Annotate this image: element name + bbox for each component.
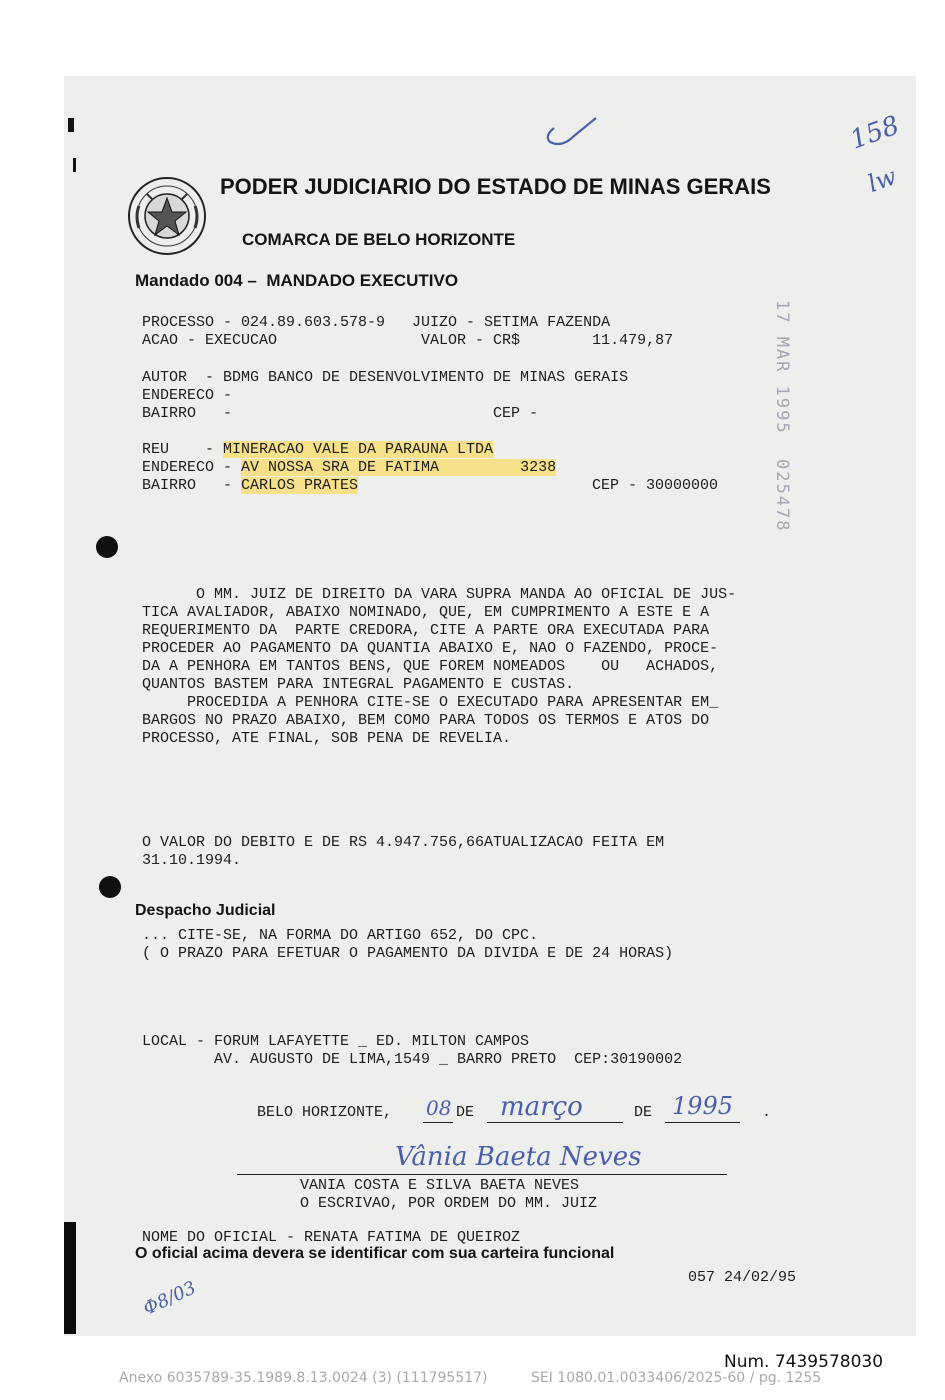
autor-line: AUTOR - BDMG BANCO DE DESENVOLVIMENTO DE MINAS GERAIS	[142, 369, 629, 386]
reu-line	[142, 441, 493, 459]
date-month: março	[500, 1092, 583, 1122]
punch-hole	[96, 536, 118, 558]
reu-bairro-line	[142, 477, 358, 495]
date-de-1: DE	[456, 1104, 475, 1121]
signatory-role: O ESCRIVAO, POR ORDEM DO MM. JUIZ	[300, 1195, 598, 1212]
reu-cep: CEP - 30000000	[592, 477, 719, 494]
initials: lw	[864, 162, 901, 198]
local-address: LOCAL - FORUM LAFAYETTE _ ED. MILTON CAMPOS	[142, 1033, 530, 1050]
local-address-line2: AV. AUGUSTO DE LIMA,1549 _ BARRO PRETO CEP:30190002	[142, 1051, 683, 1068]
punch-hole	[99, 876, 121, 898]
reu-name: MINERACAO VALE DA PARAUNA LTDA	[223, 441, 494, 458]
oficial-name: NOME DO OFICIAL - RENATA FATIMA DE QUEIROZ	[142, 1229, 521, 1246]
autor-endereco-line: ENDERECO -	[142, 387, 233, 404]
reu-endereco-line	[142, 459, 556, 477]
reu-bairro-label: BAIRRO -	[142, 477, 242, 494]
autor-bairro-line: BAIRRO - CEP -	[142, 405, 539, 422]
processo-line: PROCESSO - 024.89.603.578-9 JUIZO - SETIMA FAZENDA	[142, 314, 611, 331]
signatory-name: VANIA COSTA E SILVA BAETA NEVES	[300, 1177, 580, 1194]
date-period: .	[762, 1104, 772, 1121]
comarca-title: COMARCA DE BELO HORIZONTE	[242, 230, 516, 249]
despacho-text: ... CITE-SE, NA FORMA DO ARTIGO 652, DO CPC. ( O PRAZO PARA EFETUAR O PAGAMENTO DA DIVIDA E DE 24 HORAS)	[142, 927, 674, 962]
margin-mark	[68, 118, 74, 132]
despacho-title: Despacho Judicial	[135, 902, 276, 919]
anexo-reference: Anexo 6035789-35.1989.8.13.0024 (3) (111795517)	[119, 1370, 488, 1386]
date-city: BELO HORIZONTE,	[257, 1104, 393, 1121]
page-number: 158	[846, 110, 904, 156]
state-seal-icon	[127, 176, 207, 256]
reu-bairro: CARLOS PRATES	[241, 477, 359, 494]
debt-value: O VALOR DO DEBITO E DE RS 4.947.756,66ATUALIZACAO FEITA EM 31.10.1994.	[142, 834, 665, 869]
day-underline	[423, 1122, 453, 1123]
year-underline	[665, 1122, 740, 1123]
month-underline	[487, 1122, 623, 1123]
checkmark-icon	[540, 114, 600, 148]
oficial-note: O oficial acima devera se identificar com sua carteira funcional	[135, 1245, 615, 1262]
form-code: 057 24/02/95	[688, 1269, 797, 1286]
left-edge-shadow	[64, 1222, 76, 1334]
bottom-note: Ф8/03	[140, 1277, 200, 1320]
reu-label: REU -	[142, 441, 224, 458]
sei-reference: SEI 1080.01.0033406/2025-60 / pg. 1255	[531, 1370, 822, 1386]
date-de-2: DE	[634, 1104, 653, 1121]
signature-handwriting: Vânia Baeta Neves	[395, 1142, 642, 1172]
order-paragraph: O MM. JUIZ DE DIREITO DA VARA SUPRA MANDA AO OFICIAL DE JUS- TICA AVALIADOR, ABAIXO NOMINADO, QUE, EM CUMPRIMENTO A ESTE E A REQUERIMENTO DA PARTE CREDORA, CITE A PARTE ORA EXECUTADA PARA PROCEDER AO PAGAMENTO DA QUANTIA ABAIXO E, NAO O FAZENDO, PROCE- DA A PENHORA EM TANTOS BENS, QUE FOREM NOMEADOS OU ACHADOS, QUANTOS BASTEM PARA INTEGRAL PAGAMENTO E CUSTAS. PROCEDIDA A PENHORA CITE-SE O EXECUTADO PARA APRESENTAR EM_ BARGOS NO PRAZO ABAIXO, BEM COMO PARA TODOS OS TERMOS E ATOS DO PROCESSO, ATE FINAL, SOB PENA DE REVELIA.	[142, 586, 737, 747]
mandado-title: Mandado 004 – MANDADO EXECUTIVO	[135, 271, 459, 290]
reu-address: AV NOSSA SRA DE FATIMA 3238	[241, 459, 557, 476]
date-day: 08	[426, 1096, 452, 1120]
document-number: Num. 7439578030	[724, 1352, 884, 1372]
acao-line: ACAO - EXECUCAO VALOR - CR$ 11.479,87	[142, 332, 674, 349]
signature-line	[237, 1174, 727, 1175]
reu-endereco-label: ENDERECO -	[142, 459, 242, 476]
court-title: PODER JUDICIARIO DO ESTADO DE MINAS GERAIS	[220, 174, 771, 199]
date-year: 1995	[672, 1092, 734, 1120]
received-stamp: 17 MAR 1995 025478	[772, 300, 792, 533]
margin-mark	[73, 158, 76, 172]
